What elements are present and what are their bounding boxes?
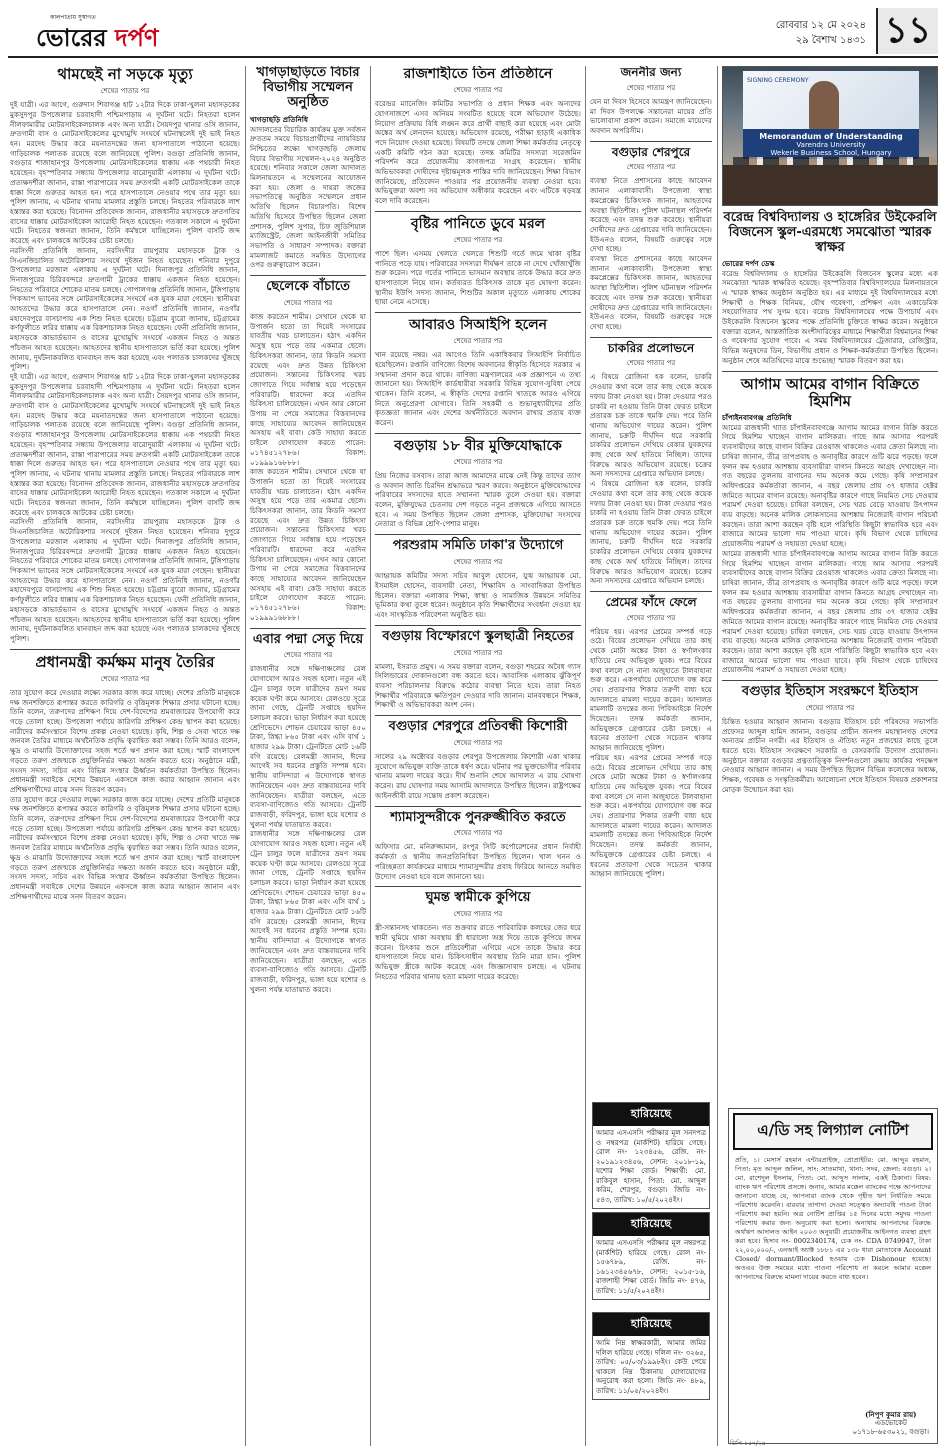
- lost-notice-title: হারিয়েছে: [593, 1213, 709, 1236]
- article-body: তার সুযোগ করে দেওয়ার লক্ষ্যে সরকার কাজ করে যাচ্ছে। দেশের প্রতিটি মানুষকে দক্ষ জনশক্তিতে রূপান্তর করতে কারিগরি ও বৃত্তিমূলক শিক্ষার প্রসার ঘটানো হচ্ছে। তিনি বলেন, তরুণদের প্রশিক্ষণ দিয়ে দেশ-বিদেশের শ্রমবাজারের উপযোগী করে গড়ে তোলা হচ্ছে। উপজেলা পর্যায়ে কারিগরি প্রশিক্ষণ কেন্দ্র স্থাপন করা হয়েছে। নারীদের কর্মসংস্থানে বিশেষ প্রকল্প নেওয়া হয়েছে। কৃষি, শিল্প ও সেবা খাতে দক্ষ জনবল তৈরির মাধ্যমে অর্থনৈতিক প্রবৃদ্ধি ত্বরান্বিত করা সম্ভব। তিনি আরও বলেন, ক্ষুদ্র ও মাঝারি উদ্যোক্তাদের সহজ শর্তে ঋণ প্রদান করা হচ্ছে। স্মার্ট বাংলাদেশ গড়তে তরুণ প্রজন্মকে প্রযুক্তিনির্ভর দক্ষতা অর্জন করতে হবে। অনুষ্ঠানে মন্ত্রী, সংসদ সদস্য, সচিব এবং বিভিন্ন সংস্থার ঊর্ধ্বতন কর্মকর্তারা উপস্থিত ছিলেন। প্রধানমন্ত্রী সবাইকে দেশের উন্নয়নে একসঙ্গে কাজ করার আহ্বান জানান এবং প্রশিক্ষণার্থীদের মাঝে সনদ বিতরণ করেন।: [10, 687, 240, 794]
- article-body: বরেন্দ্রর ম্যানেজিং কমিটির সভাপতি ও প্রধান শিক্ষক এবং অন্যদের যোগসাজশে এসব অনিয়ম সংঘটিত হয়েছে বলে অভিযোগ উঠেছে। নিয়োগ প্রক্রিয়ায় বিধি লঙ্ঘন করে প্রার্থী বাছাই করা হয়েছে এবং মোটা অঙ্কের অর্থ লেনদেন হয়েছে। অভিযোগ রয়েছে, পরীক্ষা ছাড়াই একাধিক পদে নিয়োগ দেওয়া হয়েছে। বিষয়টি তদন্তে জেলা শিক্ষা কর্মকর্তার নেতৃত্বে একটি কমিটি গঠন করা হয়েছে। তদন্ত কমিটির সদস্যরা সরেজমিন পরিদর্শন করে প্রয়োজনীয় কাগজপত্র সংগ্রহ করেছেন। স্থানীয় অভিভাবকরা দোষীদের দৃষ্টান্তমূলক শাস্তির দাবি জানিয়েছেন। শিক্ষা বিভাগ জানিয়েছে, প্রতিবেদন পাওয়ার পর প্রয়োজনীয় ব্যবস্থা নেওয়া হবে। অভিযুক্তরা অবশ্য সব অভিযোগ অস্বীকার করেছেন এবং এটিকে ষড়যন্ত্র বলে দাবি করেছেন।: [375, 99, 581, 206]
- article-body: খান রয়েছে নম্বর। এর আগেও তিনি একাধিকবার সিআইপি নির্বাচিত হয়েছিলেন। রপ্তানি বাণিজ্যে বিশেষ অবদানের স্বীকৃতি হিসেবে সরকার এ সম্মাননা প্রদান করে থাকে। বাণিজ্য মন্ত্রণালয়ের এক প্রজ্ঞাপনে এ তথ্য জানানো হয়। সিআইপি কার্ডধারীরা সরকারি বিভিন্ন সুযোগ-সুবিধা পেয়ে থাকেন। তিনি বলেন, এ স্বীকৃতি দেশের রপ্তানি খাতকে আরও এগিয়ে নিতে অনুপ্রেরণা যোগাবে। তিনি সহকর্মী ও শুভানুধ্যায়ীদের প্রতি কৃতজ্ঞতা জানান এবং দেশের অর্থনীতিতে অবদান রাখার প্রত্যয় ব্যক্ত করেন।: [375, 350, 581, 428]
- article-body: নরসিংদী প্রতিনিধি জানান, নরসিংদীর রায়পুরায় মহাসড়কে ট্রাক ও সিএনজিচালিত অটোরিকশার সংঘর্ষে দুইজন নিহত হয়েছেন। শনিবার দুপুরে উপজেলার মরজাল এলাকায় এ দুর্ঘটনা ঘটে। দিনাজপুর প্রতিনিধি জানান, দিনাজপুরের চিরিরবন্দরে দ্রুতগামী ট্রাকের ধাক্কায় একজন নিহত হয়েছেন। নিহতের পরিবারে শোকের মাতম চলছে। গোপালগঞ্জ প্রতিনিধি জানান, টুঙ্গিপাড়ায় পিকআপ ভ্যানের সঙ্গে মোটরসাইকেলের সংঘর্ষে এক যুবক মারা গেছেন। স্থানীয়রা আহতদের উদ্ধার করে হাসপাতালে নেন। নওগাঁ প্রতিনিধি জানান, নওগাঁর মহাদেবপুরে বাসচাপায় এক শিশু নিহত হয়েছে। চট্টগ্রাম ব্যুরো জানায়, চট্টগ্রামের কর্ণফুলীতে লরির ধাক্কায় এক রিকশাচালক নিহত হয়েছেন। ফেনী প্রতিনিধি জানান, মহাসড়কে কাভার্ডভ্যান ও বাসের মুখোমুখি সংঘর্ষে একজন নিহত ও অন্তত পাঁচজন আহত হয়েছেন। আহতদের স্থানীয় হাসপাতালে ভর্তি করা হয়েছে। পুলিশ জানায়, দুর্ঘটনাকবলিত যানবাহন জব্দ করা হয়েছে এবং পলাতক চালকদের খুঁজছে পুলিশ।: [10, 245, 240, 372]
- article-body: কাজ করতেন শামীম। সেখানে থেকে যা উপার্জন হতো তা দিয়েই সংসারের যাবতীয় খরচ চালাতেন। হঠাৎ একদিন অসুস্থ হয়ে পড়ে তার একমাত্র ছেলে। চিকিৎসকরা জানান, তার কিডনি সমস্যা রয়েছে এবং দ্রুত উন্নত চিকিৎসা প্রয়োজন। সন্তানের চিকিৎসার খরচ জোগাতে গিয়ে সর্বস্বান্ত হয়ে পড়েছেন পরিবারটি। ধারদেনা করে এতদিন চিকিৎসা চালিয়েছেন। এখন আর কোনো উপায় না পেয়ে সমাজের বিত্তবানদের কাছে সাহায্যের আবেদন জানিয়েছেন অসহায় এই বাবা। কেউ সাহায্য করতে চাইলে যোগাযোগ করতে পারেন: ০১৭৪৫১২৭৮৬। বিকাশ: ০১৯৯৯১৬৮৮৮।: [250, 467, 366, 622]
- article-body: এ বিষয়ে রোজিনা হক বলেন, চাকরি দেওয়ার কথা বলে তার কাছ থেকে কয়েক দফায় টাকা নেওয়া হয়। টাকা দেওয়ার পরও চাকরি না হওয়ায় তিনি টাকা ফেরত চাইলে প্রতারক চক্র তাকে হুমকি দেয়। পরে তিনি থানায় অভিযোগ দায়ের করেন। পুলিশ জানায়, চক্রটি দীর্ঘদিন ধরে সরকারি চাকরির প্রলোভন দেখিয়ে বেকার যুবকদের কাছ থেকে অর্থ হাতিয়ে নিচ্ছিল। তাদের বিরুদ্ধে আরও অভিযোগ রয়েছে। চক্রের অন্য সদস্যদের গ্রেপ্তারে অভিযান চলছে।: [590, 372, 712, 479]
- article-pm-workforce: [10, 654, 240, 902]
- article-body: আমের রাজধানী খ্যাত চাঁপাইনবাবগঞ্জে আগাম আমের বাগান বিক্রি করতে গিয়ে হিমশিম খাচ্ছেন বাগান মালিকরা। গাছে আম আসার পরপরই ব্যবসায়ীদের কাছে বাগান বিক্রির রেওয়াজ থাকলেও এবার ক্রেতা মিলছে না। চাষিরা জানান, তীব্র তাপপ্রবাহ ও অনাবৃষ্টির কারণে গুটি ঝরে পড়ছে। ফলে ফলন কম হওয়ার আশঙ্কায় ব্যবসায়ীরা বাগান কিনতে আগ্রহ দেখাচ্ছেন না। গত বছরের তুলনায় বাগানের দাম অনেক কমে গেছে। কৃষি সম্প্রসারণ অধিদপ্তরের কর্মকর্তারা জানান, এ বছর জেলায় প্রায় ৩৭ হাজার হেক্টর জমিতে আমের বাগান রয়েছে। অনাবৃষ্টির কারণে গাছে নিয়মিত সেচ দেওয়ার পরামর্শ দেওয়া হয়েছে। চাষিরা বলছেন, সেচ খরচ বেড়ে যাওয়ায় উৎপাদন ব্যয় বাড়ছে। অনেক মালিক লোকসানের আশঙ্কায় নিজেরাই বাগান পরিচর্যা করছেন। তারা আশা করছেন বৃষ্টি হলে পরিস্থিতি কিছুটা স্বাভাবিক হবে এবং বাজারে আমের ভালো দাম পাওয়া যাবে। কৃষি বিভাগ থেকে চাষিদের প্রয়োজনীয় পরামর্শ ও সহায়তা দেওয়া হচ্ছে।: [722, 548, 938, 675]
- article-body: ব্যবস্থা নিতে প্রশাসনের কাছে আবেদন জানান এলাকাবাসী। উপজেলা স্বাস্থ্য কমপ্লেক্সের চিকিৎসক জানান, আহতদের অবস্থা স্থিতিশীল। পুলিশ ঘটনাস্থল পরিদর্শন করেছে এবং তদন্ত শুরু করেছে। স্থানীয়রা দোষীদের দ্রুত গ্রেপ্তারের দাবি জানিয়েছেন। ইউএনও বলেন, বিষয়টি গুরুত্বের সঙ্গে দেখা হচ্ছে।: [590, 254, 712, 331]
- article-explosion: [375, 630, 581, 710]
- article-cip: [375, 317, 581, 428]
- article-body: যেন মা দিবস হিসেবে আমন্ত্রণ জানিয়েছেন। মা দিবস উপলক্ষে সন্তানেরা মায়ের প্রতি ভালোবাসা প্রকাশ করেন। সমাজে মায়েদের অবদান অপরিসীম।: [590, 96, 712, 135]
- article-title: বৃষ্টির পানিতে ডুবে মরল: [410, 215, 546, 232]
- article-husband-attack: [375, 891, 581, 981]
- article-body: প্রিয় নিজের বসবাস। তারা আজ আমাদের মাঝে নেই কিন্তু তাদের ত্যাগ ও অবদান জাতি চিরদিন শ্রদ্ধাভরে স্মরণ করবে। অনুষ্ঠানে মুক্তিযোদ্ধাদের পরিবারের সদস্যদের হাতে সম্মাননা স্মারক তুলে দেওয়া হয়। বক্তারা বলেন, মুক্তিযুদ্ধের চেতনায় দেশ গড়তে নতুন প্রজন্মকে এগিয়ে আসতে হবে। এ সময় উপস্থিত ছিলেন জেলা প্রশাসক, মুক্তিযোদ্ধা সংসদের নেতারা ও বিভিন্ন শ্রেণি-পেশার মানুষ।: [375, 470, 581, 529]
- article-body: চিন্তিত হওয়ার আহ্বান জানান। বগুড়ার ইতিহাস চর্চা পরিষদের সভাপতি প্রফেসর আব্দুল হামিদ জানান, বগুড়ার প্রাচীন জনপদ মহাস্থানগড় দেশের অন্যতম প্রাচীন নগরী। এর ইতিহাস ও ঐতিহ্য নতুন প্রজন্মের কাছে তুলে ধরতে হবে। ইতিহাস সংরক্ষণে সরকারি ও বেসরকারি উদ্যোগ প্রয়োজন। অনুষ্ঠানে বক্তারা বগুড়ার প্রত্নতাত্ত্বিক নিদর্শনগুলো রক্ষায় কার্যকর পদক্ষেপ নেওয়ার আহ্বান জানান। এ সময় উপস্থিত ছিলেন বিভিন্ন কলেজের অধ্যক্ষ, শিক্ষক, গবেষক ও সংস্কৃতিকর্মীরা। আলোচনা শেষে ইতিহাস বিষয়ক প্রকাশনার মোড়ক উন্মোচন করা হয়।: [722, 716, 938, 794]
- continued-label: শেষের পাতার পর: [453, 235, 503, 244]
- article-body: স্ত্রী-সন্তানসহ থাকতেন। গত শুক্রবার রাতে পারিবারিক কলহের জের ধরে স্বামী ঘুমিয়ে থাকা অবস্থায় স্ত্রী ধারালো অস্ত্র দিয়ে তাকে কুপিয়ে জখম করেন। চিৎকার শুনে প্রতিবেশীরা এগিয়ে এসে তাকে উদ্ধার করে হাসপাতালে নিয়ে যান। চিকিৎসাধীন অবস্থায় তিনি মারা যান। পুলিশ অভিযুক্ত স্ত্রীকে আটক করেছে এবং জিজ্ঞাসাবাদ চলছে। এ ঘটনায় নিহতের পরিবার থানায় হত্যা মামলা দায়ের করেছে।: [375, 923, 581, 981]
- date-gregorian: রোববার ১২ মে ২০২৪: [775, 20, 866, 31]
- article-body: আদালতের বিচারিক কার্যক্রম মুক্ত সর্বজন দ্রুততম সময়ে বিচারপ্রার্থীদের ন্যায়বিচার নিশ্চিতের লক্ষ্যে খাগড়াছড়ি জেলায় বিচার বিভাগীয় সম্মেলন-২০২৪ অনুষ্ঠিত হয়েছে। শনিবার সকালে জেলা আদালত মিলনায়তনে এ সম্মেলনের আয়োজন করা হয়। জেলা ও দায়রা জজের সভাপতিত্বে অনুষ্ঠিত সম্মেলনে প্রধান অতিথি ছিলেন বিচারপতি। বিশেষ অতিথি হিসেবে উপস্থিত ছিলেন জেলা প্রশাসক, পুলিশ সুপার, চিফ জুডিশিয়াল ম্যাজিস্ট্রেট, জেলা আইনজীবী সমিতির সভাপতি ও সাধারণ সম্পাদক। বক্তারা মামলাজট কমাতে সমন্বিত উদ্যোগের ওপর গুরুত্বারোপ করেন।: [250, 124, 366, 270]
- article-rajshahi: [375, 66, 581, 206]
- continued-label: শেষের পাতার পর: [453, 829, 503, 838]
- continued-label: শেষের পাতার পর: [805, 703, 855, 712]
- continued-label: শেষের পাতার পর: [453, 558, 503, 567]
- article-body: অফিসার মো. মনিরুজ্জামান, রংপুর সিটি কর্পোরেশনের প্রধান নির্বাহী কর্মকর্তা ও স্থানীয় জনপ্রতিনিধিরা উপস্থিত ছিলেন। খাল খনন ও পরিচ্ছন্নতা কার্যক্রমের মাধ্যমে শ্যামাসুন্দরীর প্রবাহ ফিরিয়ে আনতে সমন্বিত উদ্যোগ নেওয়া হবে বলে জানানো হয়।: [375, 842, 581, 881]
- legal-notice-body: প্রতি, ১। মেসার্স রহমান এন্টারপ্রাইজ, প্রোপ্রাইটর: মো. আব্দুর রহমান, পিতা: মৃত আব্দুল জলিল, সাং: সাতমাথা, থানা: সদর, জেলা: বগুড়া। ২। মো. রাশেদুল ইসলাম, পিতা: মো. আব্দুস সালাম, একই ঠিকানা। বিষয়: ব্যাংক ঋণ পরিশোধ প্রসঙ্গে। জনাব, আমার মক্কেল ব্যাংকের পক্ষে আপনাদের জানানো যাচ্ছে যে, আপনারা ব্যাংক থেকে গৃহীত ঋণ নির্ধারিত সময়ে পরিশোধ করেননি। বারবার তাগাদা দেওয়া সত্ত্বেও অদ্যাবধি পাওনা টাকা পরিশোধ করা হয়নি। অত্র নোটিশ প্রাপ্তির ১৫ দিনের মধ্যে সমুদয় পাওনা পরিশোধ করার জন্য অনুরোধ করা হলো। অন্যথায় আপনাদের বিরুদ্ধে অর্থঋণ আদালত আইন ২০০৩ অনুযায়ী প্রয়োজনীয় আইনগত ব্যবস্থা গ্রহণ করা হবে। হিসাব নং- 0002340174, চেক নং- CDA 0749947, টাকা ২২,০০,০০০/-, এনআই অ্যাক্ট ১৮৮১ এর ১৩৮ ধারা মোতাবেক Account Closed/ dormant/Blocked হওয়ায় চেক Dishonour হয়েছে। অতএব উক্ত সময়ের মধ্যে পাওনা পরিশোধ না করলে আমার মক্কেল আপনাদের বিরুদ্ধে মামলা দায়ের করতে বাধ্য হবেন।: [735, 1156, 931, 1281]
- lost-notice-title: হারিয়েছে: [593, 1313, 709, 1336]
- article-title: এবার পদ্মা সেতু দিয়ে: [252, 631, 364, 647]
- continued-label: শেষের পাতার পর: [626, 83, 676, 92]
- ad-code: ডিপি-১৫৭/২৪: [730, 1440, 766, 1447]
- article-love-trap: [590, 596, 712, 879]
- article-bogura-history: [722, 685, 938, 795]
- column-3: [375, 66, 581, 1446]
- article-varendra-mou: [722, 211, 938, 366]
- article-mother: [590, 66, 712, 136]
- article-parshuram: [375, 539, 581, 619]
- masthead: [8, 6, 938, 58]
- article-save-son: [250, 280, 366, 622]
- article-body: বরেন্দ্র বিশ্ববিদ্যালয় ও হাঙ্গেরির উইকেরলি বিজনেস স্কুলের মধ্যে এক সমঝোতা স্মারক স্বাক্ষরিত হয়েছে। বৃহস্পতিবার বিশ্ববিদ্যালয়ের মিলনায়তনে এ স্মারক স্বাক্ষর অনুষ্ঠান অনুষ্ঠিত হয়। এর মাধ্যমে দুই বিশ্ববিদ্যালয়ের মধ্যে শিক্ষার্থী ও শিক্ষক বিনিময়, যৌথ গবেষণা, প্রশিক্ষণ এবং একাডেমিক সহযোগিতার পথ সুগম হবে। বরেন্দ্র বিশ্ববিদ্যালয়ের পক্ষে উপাচার্য এবং উইকেরলি বিজনেস স্কুলের পক্ষে প্রতিনিধি চুক্তিতে স্বাক্ষর করেন। অনুষ্ঠানে বক্তারা বলেন, আন্তর্জাতিক অংশীদারিত্বের মাধ্যমে শিক্ষার্থীরা বিশ্বমানের শিক্ষা ও গবেষণার সুযোগ পাবে। এ সময় বিশ্ববিদ্যালয়ের ট্রেজারার, রেজিস্ট্রার, বিভিন্ন অনুষদের ডিন, বিভাগীয় প্রধান ও শিক্ষক-কর্মকর্তারা উপস্থিত ছিলেন। অনুষ্ঠান শেষে অতিথিদের মাঝে শুভেচ্ছা স্মারক বিতরণ করা হয়।: [722, 268, 938, 365]
- article-judicial-conference: [250, 66, 366, 270]
- article-body: পরিচয় হয়। এরপর প্রেমের সম্পর্ক গড়ে ওঠে। বিয়ের প্রলোভন দেখিয়ে তার কাছ থেকে মোটা অঙ্কের টাকা ও স্বর্ণালংকার হাতিয়ে নেয় অভিযুক্ত যুবক। পরে বিয়ের কথা বললে সে নানা অজুহাতে টালবাহানা শুরু করে। একপর্যায়ে যোগাযোগ বন্ধ করে দেয়। প্রতারণার শিকার তরুণী বাধ্য হয়ে আদালতে মামলা দায়ের করেন। আদালত মামলাটি তদন্তের জন্য পিবিআইকে নির্দেশ দিয়েছেন। তদন্ত কর্মকর্তা জানান, অভিযুক্তকে গ্রেপ্তারের চেষ্টা চলছে। এ ধরনের প্রতারণা থেকে সচেতন থাকার আহ্বান জানিয়েছে পুলিশ।: [590, 752, 712, 879]
- continued-label: শেষের পাতার পর: [453, 337, 503, 346]
- article-title: প্রধানমন্ত্রী কর্মক্ষম মানুষ তৈরির: [35, 652, 215, 671]
- continued-label: শেষের পাতার পর: [453, 457, 503, 466]
- article-sherpur-girl: [375, 720, 581, 800]
- article-byline: খাগড়াছড়ি প্রতিনিধি: [250, 114, 309, 124]
- article-title: থামছেই না সড়কে মৃত্যু: [57, 66, 193, 83]
- continued-label: শেষের পাতার পর: [626, 163, 676, 172]
- lost-notice: [592, 1102, 710, 1209]
- article-shyamasundari: [375, 811, 581, 882]
- article-job-fraud: [590, 342, 712, 586]
- article-title: চাকরির প্রলোভনে: [607, 340, 695, 355]
- projector-screen: SIGNING CEREMONY Memorandum of Understanding Varendra University Wekerle Business School, Hungary: [743, 71, 919, 159]
- continued-label: শেষের পাতার পর: [100, 674, 150, 683]
- continued-label: শেষের পাতার পর: [453, 739, 503, 748]
- article-body: এ বিষয়ে রোজিনা হক বলেন, চাকরি দেওয়ার কথা বলে তার কাছ থেকে কয়েক দফায় টাকা নেওয়া হয়। টাকা দেওয়ার পরও চাকরি না হওয়ায় তিনি টাকা ফেরত চাইলে প্রতারক চক্র তাকে হুমকি দেয়। পরে তিনি থানায় অভিযোগ দায়ের করেন। পুলিশ জানায়, চক্রটি দীর্ঘদিন ধরে সরকারি চাকরির প্রলোভন দেখিয়ে বেকার যুবকদের কাছ থেকে অর্থ হাতিয়ে নিচ্ছিল। তাদের বিরুদ্ধে আরও অভিযোগ রয়েছে। চক্রের অন্য সদস্যদের গ্রেপ্তারে অভিযান চলছে।: [590, 479, 712, 586]
- article-rain-drowning: [375, 216, 581, 307]
- issue-dates: [776, 18, 866, 48]
- continued-label: শেষের পাতার পর: [453, 86, 503, 95]
- column-1: [10, 66, 240, 1446]
- article-body: দুই যাত্রী। এর আগে, গুরুদাস শিবাগঞ্জ হাট ১২টার দিকে ঢাকা-খুলনা মহাসড়কের মুকসুদপুর উপজেলার চরবাহাদী পশ্চিমপাড়ায় এ দুর্ঘটনা ঘটে। নিহতরা হলেন নীলফামারীর মোটরসাইকেলচালক এবং অন্য যাত্রী। সৈয়দপুর থানার ওসি জানান, দ্রুতগামী বাস ও মোটরসাইকেলের মুখোমুখি সংঘর্ষে ঘটনাস্থলেই দুই ভাই নিহত হন। মরদেহ উদ্ধার করে ময়নাতদন্তের জন্য হাসপাতালে পাঠানো হয়েছে। গাড়িচালক পলাতক রয়েছে বলে জানিয়েছে পুলিশ। বগুড়া প্রতিনিধি জানান, বগুড়ার শাজাহানপুর উপজেলায় মোটরসাইকেলের ধাক্কায় এক পথচারী নিহত হয়েছেন। বৃহস্পতিবার সন্ধ্যায় উপজেলার বারোদুয়ারী এলাকায় এ দুর্ঘটনা ঘটে। প্রত্যক্ষদর্শীরা জানান, রাস্তা পারাপারের সময় দ্রুতগামী একটি মোটরসাইকেল তাকে ধাক্কা দিলে গুরুতর আহত হন। পরে হাসপাতালে নেওয়ার পথে তার মৃত্যু হয়। পুলিশ জানায়, এ ঘটনায় থানায় মামলার প্রস্তুতি চলছে। নিহতের পরিবারকে লাশ হস্তান্তর করা হয়েছে। বিনোদন প্রতিবেদক জানান, রাজধানীর মহাসড়কে দ্রুতগতির বাসের ধাক্কায় মোটরসাইকেল আরোহী নিহত হয়েছেন। গতকাল সকালে এ দুর্ঘটনা ঘটে। নিহতের স্বজনরা জানান, তিনি কর্মস্থলে যাচ্ছিলেন। পুলিশ বাসটি জব্দ করেছে এবং চালককে আটকের চেষ্টা চলছে।: [10, 371, 240, 517]
- article-title: বগুড়ার শেরপুরে: [611, 144, 691, 159]
- article-title: বগুড়ার ইতিহাস সংরক্ষণে ইতিহাস: [741, 684, 919, 700]
- article-title: রাজশাহীতে তিন প্রতিষ্ঠানে: [403, 66, 553, 82]
- article-title: জননীর জন্য: [620, 66, 682, 79]
- legal-notice-title: এ/ডি সহ লিগ্যাল নোটিশ: [733, 1113, 933, 1150]
- article-byline: চাঁপাইনবাবগঞ্জ প্রতিনিধি: [722, 413, 792, 423]
- column-rule: [585, 66, 586, 1446]
- legal-notice: [728, 1108, 938, 1444]
- article-body: নরসিংদী প্রতিনিধি জানান, নরসিংদীর রায়পুরায় মহাসড়কে ট্রাক ও সিএনজিচালিত অটোরিকশার সংঘর্ষে দুইজন নিহত হয়েছেন। শনিবার দুপুরে উপজেলার মরজাল এলাকায় এ দুর্ঘটনা ঘটে। দিনাজপুর প্রতিনিধি জানান, দিনাজপুরের চিরিরবন্দরে দ্রুতগামী ট্রাকের ধাক্কায় একজন নিহত হয়েছেন। নিহতের পরিবারে শোকের মাতম চলছে। গোপালগঞ্জ প্রতিনিধি জানান, টুঙ্গিপাড়ায় পিকআপ ভ্যানের সঙ্গে মোটরসাইকেলের সংঘর্ষে এক যুবক মারা গেছেন। স্থানীয়রা আহতদের উদ্ধার করে হাসপাতালে নেন। নওগাঁ প্রতিনিধি জানান, নওগাঁর মহাদেবপুরে বাসচাপায় এক শিশু নিহত হয়েছে। চট্টগ্রাম ব্যুরো জানায়, চট্টগ্রামের কর্ণফুলীতে লরির ধাক্কায় এক রিকশাচালক নিহত হয়েছেন। ফেনী প্রতিনিধি জানান, মহাসড়কে কাভার্ডভ্যান ও বাসের মুখোমুখি সংঘর্ষে একজন নিহত ও অন্তত পাঁচজন আহত হয়েছেন। আহতদের স্থানীয় হাসপাতালে ভর্তি করা হয়েছে। পুলিশ জানায়, দুর্ঘটনাকবলিত যানবাহন জব্দ করা হয়েছে এবং পলাতক চালকদের খুঁজছে পুলিশ।: [10, 517, 240, 643]
- column-2: [250, 66, 366, 1446]
- article-body: রাজধানীর সঙ্গে দক্ষিণাঞ্চলের রেল যোগাযোগ আরও সহজ হলো। নতুন এই ট্রেন চালুর ফলে যাত্রীদের ভ্রমণ সময় কয়েক ঘণ্টা কমে আসবে। রেলওয়ে সূত্রে জানা গেছে, ট্রেনটি সপ্তাহে ছয়দিন চলাচল করবে। ভাড়া নির্ধারণ করা হয়েছে শ্রেণিভেদে। শোভন চেয়ারের ভাড়া ৪৫০ টাকা, স্নিগ্ধা ৮৬৫ টাকা এবং এসি বার্থ ১ হাজার ২৯৯ টাকা। ট্রেনটিতে মোট ১৬টি বগি রয়েছে। রেলমন্ত্রী জানান, ঈদের আগেই সব ধরনের প্রস্তুতি সম্পন্ন হবে। স্থানীয় বাসিন্দারা এ উদ্যোগকে স্বাগত জানিয়েছেন এবং দ্রুত বাস্তবায়নের দাবি জানিয়েছেন। যাত্রীরা বলছেন, এতে ব্যবসা-বাণিজ্যেও গতি আসবে। ট্রেনটি রাজবাড়ী, ফরিদপুর, ভাঙ্গা হয়ে যশোর ও খুলনা পর্যন্ত যাতায়াত করবে।: [250, 664, 366, 829]
- article-title: আগাম আমের বাগান বিক্রিতে হিমশিম: [740, 374, 920, 410]
- article-title: শ্যামাসুন্দরীকে পুনরুজ্জীবিত করতে: [390, 809, 566, 825]
- column-rule: [245, 66, 246, 1446]
- column-rule: [717, 66, 718, 1446]
- article-body: রাজধানীর সঙ্গে দক্ষিণাঞ্চলের রেল যোগাযোগ আরও সহজ হলো। নতুন এই ট্রেন চালুর ফলে যাত্রীদের ভ্রমণ সময় কয়েক ঘণ্টা কমে আসবে। রেলওয়ে সূত্রে জানা গেছে, ট্রেনটি সপ্তাহে ছয়দিন চলাচল করবে। ভাড়া নির্ধারণ করা হয়েছে শ্রেণিভেদে। শোভন চেয়ারের ভাড়া ৪৫০ টাকা, স্নিগ্ধা ৮৬৫ টাকা এবং এসি বার্থ ১ হাজার ২৯৯ টাকা। ট্রেনটিতে মোট ১৬টি বগি রয়েছে। রেলমন্ত্রী জানান, ঈদের আগেই সব ধরনের প্রস্তুতি সম্পন্ন হবে। স্থানীয় বাসিন্দারা এ উদ্যোগকে স্বাগত জানিয়েছেন এবং দ্রুত বাস্তবায়নের দাবি জানিয়েছেন। যাত্রীরা বলছেন, এতে ব্যবসা-বাণিজ্যেও গতি আসবে। ট্রেনটি রাজবাড়ী, ফরিদপুর, ভাঙ্গা হয়ে যশোর ও খুলনা পর্যন্ত যাতায়াত করবে।: [250, 829, 366, 994]
- newspaper-logo: ভোরের দর্পণ: [36, 24, 159, 52]
- article-body: আহ্বায়ক কমিটির সদস্য সচিব আবুল হোসেন, যুগ্ম আহ্বায়ক মো. ইসমাইল হোসেন, ব্যবসায়ী নেতা, শিক্ষাবিদ ও সাংবাদিকরা উপস্থিত ছিলেন। বক্তারা এলাকার শিক্ষা, স্বাস্থ্য ও সামাজিক উন্নয়নে সমিতির ভূমিকার কথা তুলে ধরেন। অনুষ্ঠানে কৃতি শিক্ষার্থীদের সংবর্ধনা দেওয়া হয় এবং সাংস্কৃতিক পরিবেশনা অনুষ্ঠিত হয়।: [375, 571, 581, 619]
- article-freedom-fighters: [375, 438, 581, 529]
- article-title: বগুড়ায় বিস্ফোরণে স্কুলছাত্রী নিহতের: [382, 628, 574, 644]
- article-body: মামলা, ইসরাত প্রমুখ। এ সময় বক্তারা বলেন, বগুড়া শহরের অবৈধ গ্যাস সিলিন্ডারের দোকানগুলো বন্ধ করতে হবে। আবাসিক এলাকায় ঝুঁকিপূর্ণ ব্যবসা পরিচালনার বিরুদ্ধে কঠোর ব্যবস্থা নিতে হবে। তারা নিহত শিক্ষার্থীর পরিবারকে ক্ষতিপূরণ দেওয়ার দাবি জানান। মানববন্ধনে শিক্ষক, শিক্ষার্থী ও অভিভাবকরা অংশ নেন।: [375, 661, 581, 710]
- article-body: কাজ করতেন শামীম। সেখানে থেকে যা উপার্জন হতো তা দিয়েই সংসারের যাবতীয় খরচ চালাতেন। হঠাৎ একদিন অসুস্থ হয়ে পড়ে তার একমাত্র ছেলে। চিকিৎসকরা জানান, তার কিডনি সমস্যা রয়েছে এবং দ্রুত উন্নত চিকিৎসা প্রয়োজন। সন্তানের চিকিৎসার খরচ জোগাতে গিয়ে সর্বস্বান্ত হয়ে পড়েছেন পরিবারটি। ধারদেনা করে এতদিন চিকিৎসা চালিয়েছেন। এখন আর কোনো উপায় না পেয়ে সমাজের বিত্তবানদের কাছে সাহায্যের আবেদন জানিয়েছেন অসহায় এই বাবা। কেউ সাহায্য করতে চাইলে যোগাযোগ করতে পারেন: ০১৭৪৫১২৭৮৬। বিকাশ: ০১৯৯৯১৬৮৮৮।: [250, 312, 366, 467]
- article-road-deaths: [10, 66, 240, 644]
- continued-label: শেষের পাতার পর: [626, 359, 676, 368]
- logo-tagline: কালপাতায় সুস্বাগত: [50, 14, 96, 21]
- article-title: পরশুরাম সমিতি ঢাকা'র উদ্যোগে: [392, 538, 564, 554]
- article-padma-bridge: [250, 633, 366, 995]
- lost-notice-body: আমার এসএসসি পরীক্ষার মূল সনদপত্র ও নম্বরপত্র (মার্কশিট) হারিয়ে গেছে। রোল নং- ১২৩৪৫৬, রেজি. নং- ২০১৯১২৩৪৫৬, সেশন: ২০১৮-১৯, যশোর শিক্ষা বোর্ড। শিক্ষার্থী: মো. রাকিবুল হাসান, পিতা: মো. আব্দুল করিম, শেরপুর, বগুড়া। জিডি নং- ৫৪৩, তারিখ: ১০/৫/২০২৪ইং।: [596, 1129, 706, 1204]
- column-rule: [370, 66, 371, 1446]
- mou-signing-photo: [722, 66, 938, 206]
- continued-label: শেষের পাতার পর: [283, 651, 333, 660]
- lost-notice: [592, 1212, 710, 1300]
- continued-label: শেষের পাতার পর: [453, 910, 503, 919]
- article-title: খাগড়াছড়িতে বিচার বিভাগীয় সম্মেলন অনুষ্ঠিত: [256, 66, 360, 110]
- article-body: পাশে ছিল। এসময় খেলতে খেলতে শিশুটি গর্তে জমে থাকা বৃষ্টির পানিতে পড়ে যায়। পরিবারের সদস্যরা দীর্ঘক্ষণ তাকে না দেখে খোঁজাখুঁজি শুরু করেন। পরে গর্তের পানিতে ভাসমান অবস্থায় তাকে উদ্ধার করে দ্রুত হাসপাতালে নিয়ে যান। কর্তব্যরত চিকিৎসক তাকে মৃত ঘোষণা করেন। স্থানীয় ইউপি সদস্য জানান, শিশুটির অকাল মৃত্যুতে এলাকায় শোকের ছায়া নেমে এসেছে।: [375, 248, 581, 307]
- legal-notice-signature: (নিপুণ কুমার রায়) এডভোকেট ০১৭১৮-৬৫৩০২১, বগুড়া।: [852, 1410, 929, 1436]
- article-title: আবারও সিআইপি হলেন: [408, 317, 548, 334]
- article-title: ঘুমন্ত স্বামীকে কুপিয়ে: [425, 890, 531, 906]
- lost-notice-body: আমি নিম্ন স্বাক্ষরকারী, আমার জমির দলিল হারিয়ে গেছে। দলিল নং- ৩২৬৫, তারিখ: ০৫/০৩/১৯৯৮ইং। কেউ পেয়ে থাকলে নিম্ন ঠিকানায় যোগাযোগের অনুরোধ করা হলো। জিডি নং- ৪৮৯, তারিখ: ১১/০৫/২০২৪ইং।: [596, 1339, 706, 1395]
- article-body: ব্যবস্থা নিতে প্রশাসনের কাছে আবেদন জানান এলাকাবাসী। উপজেলা স্বাস্থ্য কমপ্লেক্সের চিকিৎসক জানান, আহতদের অবস্থা স্থিতিশীল। পুলিশ ঘটনাস্থল পরিদর্শন করেছে এবং তদন্ত শুরু করেছে। স্থানীয়রা দোষীদের দ্রুত গ্রেপ্তারের দাবি জানিয়েছেন। ইউএনও বলেন, বিষয়টি গুরুত্বের সঙ্গে দেখা হচ্ছে।: [590, 176, 712, 254]
- article-body: তার সুযোগ করে দেওয়ার লক্ষ্যে সরকার কাজ করে যাচ্ছে। দেশের প্রতিটি মানুষকে দক্ষ জনশক্তিতে রূপান্তর করতে কারিগরি ও বৃত্তিমূলক শিক্ষার প্রসার ঘটানো হচ্ছে। তিনি বলেন, তরুণদের প্রশিক্ষণ দিয়ে দেশ-বিদেশের শ্রমবাজারের উপযোগী করে গড়ে তোলা হচ্ছে। উপজেলা পর্যায়ে কারিগরি প্রশিক্ষণ কেন্দ্র স্থাপন করা হয়েছে। নারীদের কর্মসংস্থানে বিশেষ প্রকল্প নেওয়া হয়েছে। কৃষি, শিল্প ও সেবা খাতে দক্ষ জনবল তৈরির মাধ্যমে অর্থনৈতিক প্রবৃদ্ধি ত্বরান্বিত করা সম্ভব। তিনি আরও বলেন, ক্ষুদ্র ও মাঝারি উদ্যোক্তাদের সহজ শর্তে ঋণ প্রদান করা হচ্ছে। স্মার্ট বাংলাদেশ গড়তে তরুণ প্রজন্মকে প্রযুক্তিনির্ভর দক্ষতা অর্জন করতে হবে। অনুষ্ঠানে মন্ত্রী, সংসদ সদস্য, সচিব এবং বিভিন্ন সংস্থার ঊর্ধ্বতন কর্মকর্তারা উপস্থিত ছিলেন। প্রধানমন্ত্রী সবাইকে দেশের উন্নয়নে একসঙ্গে কাজ করার আহ্বান জানান এবং প্রশিক্ষণার্থীদের মাঝে সনদ বিতরণ করেন।: [10, 794, 240, 901]
- article-sherpur: [590, 146, 712, 332]
- lost-notice: [592, 1312, 710, 1400]
- article-body: পরিচয় হয়। এরপর প্রেমের সম্পর্ক গড়ে ওঠে। বিয়ের প্রলোভন দেখিয়ে তার কাছ থেকে মোটা অঙ্কের টাকা ও স্বর্ণালংকার হাতিয়ে নেয় অভিযুক্ত যুবক। পরে বিয়ের কথা বললে সে নানা অজুহাতে টালবাহানা শুরু করে। একপর্যায়ে যোগাযোগ বন্ধ করে দেয়। প্রতারণার শিকার তরুণী বাধ্য হয়ে আদালতে মামলা দায়ের করেন। আদালত মামলাটি তদন্তের জন্য পিবিআইকে নির্দেশ দিয়েছেন। তদন্ত কর্মকর্তা জানান, অভিযুক্তকে গ্রেপ্তারের চেষ্টা চলছে। এ ধরনের প্রতারণা থেকে সচেতন থাকার আহ্বান জানিয়েছে পুলিশ।: [590, 626, 712, 753]
- article-title: ছেলেকে বাঁচাতে: [266, 279, 350, 295]
- article-title: বরেন্দ্র বিশ্ববিদ্যালয় ও হাঙ্গেরির উইকেরলি বিজনেস স্কুল-এরমধ্যে সমঝোতা স্মারক স্বাক্ষর: [723, 210, 937, 255]
- article-byline: ভোরের দর্পণ ডেস্ক: [722, 258, 775, 268]
- continued-label: শেষের পাতার পর: [453, 648, 503, 657]
- article-title: বগুড়ার শেরপুরে প্রতিবন্ধী কিশোরী: [388, 719, 568, 735]
- article-body: আমের রাজধানী খ্যাত চাঁপাইনবাবগঞ্জে আগাম আমের বাগান বিক্রি করতে গিয়ে হিমশিম খাচ্ছেন বাগান মালিকরা। গাছে আম আসার পরপরই ব্যবসায়ীদের কাছে বাগান বিক্রির রেওয়াজ থাকলেও এবার ক্রেতা মিলছে না। চাষিরা জানান, তীব্র তাপপ্রবাহ ও অনাবৃষ্টির কারণে গুটি ঝরে পড়ছে। ফলে ফলন কম হওয়ার আশঙ্কায় ব্যবসায়ীরা বাগান কিনতে আগ্রহ দেখাচ্ছেন না। গত বছরের তুলনায় বাগানের দাম অনেক কমে গেছে। কৃষি সম্প্রসারণ অধিদপ্তরের কর্মকর্তারা জানান, এ বছর জেলায় প্রায় ৩৭ হাজার হেক্টর জমিতে আমের বাগান রয়েছে। অনাবৃষ্টির কারণে গাছে নিয়মিত সেচ দেওয়ার পরামর্শ দেওয়া হয়েছে। চাষিরা বলছেন, সেচ খরচ বেড়ে যাওয়ায় উৎপাদন ব্যয় বাড়ছে। অনেক মালিক লোকসানের আশঙ্কায় নিজেরাই বাগান পরিচর্যা করছেন। তারা আশা করছেন বৃষ্টি হলে পরিস্থিতি কিছুটা স্বাভাবিক হবে এবং বাজারে আমের ভালো দাম পাওয়া যাবে। কৃষি বিভাগ থেকে চাষিদের প্রয়োজনীয় পরামর্শ ও সহায়তা দেওয়া হচ্ছে।: [722, 422, 938, 549]
- lost-notice-body: আমার এসএসসি পরীক্ষার মূল নম্বরপত্র (মার্কশিট) হারিয়ে গেছে। রোল নং- ১৫৬৭৮৯, রেজি. নং- ১৬১২৩৪৫৬৭৮, সেশন: ২০১৫-১৬, রাজশাহী শিক্ষা বোর্ড। জিডি নং- ৪৭৬, তারিখ: ১১/৫/২০২৪ইং।: [596, 1239, 706, 1295]
- article-body: দুই যাত্রী। এর আগে, গুরুদাস শিবাগঞ্জ হাট ১২টার দিকে ঢাকা-খুলনা মহাসড়কের মুকসুদপুর উপজেলার চরবাহাদী পশ্চিমপাড়ায় এ দুর্ঘটনা ঘটে। নিহতরা হলেন নীলফামারীর মোটরসাইকেলচালক এবং অন্য যাত্রী। সৈয়দপুর থানার ওসি জানান, দ্রুতগামী বাস ও মোটরসাইকেলের মুখোমুখি সংঘর্ষে ঘটনাস্থলেই দুই ভাই নিহত হন। মরদেহ উদ্ধার করে ময়নাতদন্তের জন্য হাসপাতালে পাঠানো হয়েছে। গাড়িচালক পলাতক রয়েছে বলে জানিয়েছে পুলিশ। বগুড়া প্রতিনিধি জানান, বগুড়ার শাজাহানপুর উপজেলায় মোটরসাইকেলের ধাক্কায় এক পথচারী নিহত হয়েছেন। বৃহস্পতিবার সন্ধ্যায় উপজেলার বারোদুয়ারী এলাকায় এ দুর্ঘটনা ঘটে। প্রত্যক্ষদর্শীরা জানান, রাস্তা পারাপারের সময় দ্রুতগামী একটি মোটরসাইকেল তাকে ধাক্কা দিলে গুরুতর আহত হন। পরে হাসপাতালে নেওয়ার পথে তার মৃত্যু হয়। পুলিশ জানায়, এ ঘটনায় থানায় মামলার প্রস্তুতি চলছে। নিহতের পরিবারকে লাশ হস্তান্তর করা হয়েছে। বিনোদন প্রতিবেদক জানান, রাজধানীর মহাসড়কে দ্রুতগতির বাসের ধাক্কায় মোটরসাইকেল আরোহী নিহত হয়েছেন। গতকাল সকালে এ দুর্ঘটনা ঘটে। নিহতের স্বজনরা জানান, তিনি কর্মস্থলে যাচ্ছিলেন। পুলিশ বাসটি জব্দ করেছে এবং চালককে আটকের চেষ্টা চলছে।: [10, 100, 240, 246]
- article-mango-orchard: [722, 376, 938, 675]
- page-number: ১১: [876, 8, 938, 54]
- continued-label: শেষের পাতার পর: [100, 87, 150, 96]
- article-title: বগুড়ায় ১৮ বীর মুক্তিযোদ্ধাকে: [394, 437, 562, 454]
- article-body: সালের ২৯ অক্টোবর বগুড়ার শেরপুর উপজেলায় কিশোরী একা থাকার সুযোগে অভিযুক্ত ব্যক্তি তাকে ধর্ষণ করে। ঘটনার পর ভুক্তভোগীর পরিবার থানায় মামলা দায়ের করে। দীর্ঘ শুনানি শেষে আদালত এ রায় ঘোষণা করেন। রায় ঘোষণার সময় আসামি আদালতে উপস্থিত ছিলেন। রাষ্ট্রপক্ষের আইনজীবী রায়ে সন্তোষ প্রকাশ করেছেন।: [375, 752, 581, 800]
- continued-label: শেষের পাতার পর: [626, 613, 676, 622]
- lost-notice-title: হারিয়েছে: [593, 1103, 709, 1126]
- article-title: প্রেমের ফাঁদে ফেলে: [605, 594, 697, 609]
- continued-label: শেষের পাতার পর: [283, 299, 333, 307]
- date-bengali: ২৯ বৈশাখ ১৪৩১: [795, 35, 866, 46]
